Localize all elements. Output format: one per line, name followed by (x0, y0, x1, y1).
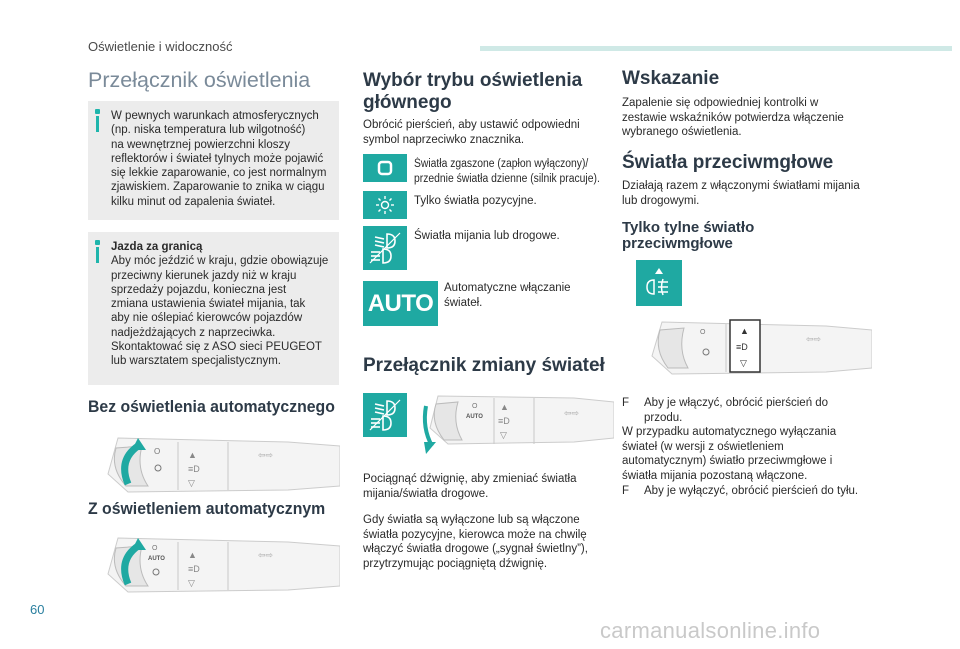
info-icon-bar (96, 247, 99, 263)
svg-text:▽: ▽ (500, 430, 507, 440)
svg-text:▲: ▲ (188, 450, 197, 460)
mode-off-text: Światła zgaszone (zapłon wyłączony)/ przednie światła dzienne (silnik pracuje). (414, 158, 600, 185)
svg-text:▲: ▲ (188, 550, 197, 560)
rear-fog-illustration (636, 312, 872, 384)
svg-text:▽: ▽ (188, 478, 195, 488)
svg-text:≡D: ≡D (498, 416, 510, 426)
mode-side-lights-text: Tylko światła pozycyjne. (414, 195, 537, 207)
info-text: W pewnych warunkach atmosferycznych (np. niska temperatura lub wilgotność) na wewnętrznej powierzchni kloszy reflektorów i świateł tylnych może pojawić się lekkie zaparowanie, co jest normalnym zjawiskiem. Zaparowanie to znika w ciągu kilku minut od zapalenia świateł. (111, 110, 327, 208)
auto-lights-icon: AUTO (363, 281, 438, 326)
svg-text:O: O (700, 329, 706, 336)
info-text: Jazda za granicą Aby móc jeździć w kraju, gdzie obowiązuje przeciwny kierunek jazdy niż w kraju sprzedaży pojazdu, konieczna jest zmiana ustawienia świateł mijania, tak aby nie oślepiać kierowców pojazdów nadjeżdżających z naprzeciwka. Skontaktować się z ASO sieci PEUGEOT lub warsztatem specjalistycznym. (111, 241, 329, 368)
svg-text:≡D: ≡D (736, 342, 748, 352)
heading-beam-switch: Przełącznik zmiany świateł (363, 355, 605, 376)
rear-fog-instructions: F Aby je włączyć, obrócić pierścień do przodu. W przypadku automatycznego wyłączania świateł (w wersji z oświetleniem automatycznym) światło przeciwmgłowe i światła mijania pozostaną włączone. F Aby je wyłączyć, obrócić pierścień do tyłu. (622, 397, 859, 497)
svg-text:AUTO: AUTO (466, 414, 483, 420)
svg-text:⇦⇨: ⇦⇨ (258, 550, 274, 560)
mode-intro: Obrócić pierścień, aby ustawić odpowiedni symbol naprzeciwko znacznika. (363, 119, 580, 146)
svg-text:▲: ▲ (500, 402, 509, 412)
svg-text:≡D: ≡D (188, 564, 200, 574)
heading-rear-fog: Tylko tylne światło przeciwmgłowe (622, 219, 755, 252)
svg-text:▲: ▲ (740, 326, 749, 336)
low-high-beam-icon (363, 226, 407, 270)
mode-beam-text: Światła mijania lub drogowe. (414, 230, 560, 242)
heading-indicator: Wskazanie (622, 68, 720, 89)
lights-off-icon (363, 154, 407, 182)
svg-text:O: O (472, 403, 478, 410)
page-title: Przełącznik oświetlenia (88, 68, 311, 92)
svg-text:⇦⇨: ⇦⇨ (564, 408, 580, 418)
light-stalk-auto-illustration (88, 526, 340, 602)
heading-main-mode: Wybór trybu oświetlenia głównego (363, 70, 583, 113)
beam-switch-illustration (414, 388, 614, 456)
svg-text:⇦⇨: ⇦⇨ (258, 450, 274, 460)
watermark: carmanualsonline.info (600, 618, 821, 643)
heading-fog-lights: Światła przeciwmgłowe (622, 152, 834, 173)
page-number: 60 (30, 602, 45, 617)
bullet-mark: F (622, 397, 630, 409)
svg-text:O: O (154, 447, 161, 456)
svg-text:O: O (152, 545, 158, 552)
svg-text:▽: ▽ (188, 578, 195, 588)
side-lights-icon (363, 191, 407, 219)
beam-switch-text-2: Gdy światła są wyłączone lub są włączone światła pozycyjne, kierowca może na chwilę włączyć światła drogowe („sygnał świetlny”), przytrzymując pociągniętą dźwignię. (363, 514, 588, 570)
info-box-condensation (88, 101, 339, 220)
indicator-text: Zapalenie się odpowiedniej kontrolki w zestawie wskaźników potwierdza włączenie wybranego oświetlenia. (622, 97, 844, 139)
heading-no-auto: Bez oświetlenia automatycznego (88, 397, 335, 416)
info-icon-dot (95, 240, 100, 245)
heading-auto: Z oświetleniem automatycznym (88, 499, 326, 518)
section-header: Oświetlenie i widoczność (88, 39, 233, 54)
light-stalk-illustration (88, 424, 340, 502)
info-icon-bar (96, 116, 99, 132)
rear-fog-icon (636, 260, 682, 306)
svg-text:▽: ▽ (740, 358, 747, 368)
bullet-mark: F (622, 484, 630, 497)
header-bar (480, 46, 952, 51)
beam-switch-icon (363, 393, 407, 437)
info-icon-dot (95, 109, 100, 114)
svg-text:⇦⇨: ⇦⇨ (806, 334, 822, 344)
info-box-abroad (88, 232, 339, 385)
svg-text:≡D: ≡D (188, 464, 200, 474)
beam-switch-text-1: Pociągnąć dźwignię, aby zmieniać światła mijania/światła drogowe. (363, 473, 577, 500)
mode-auto-text: Automatyczne włączanie świateł. (444, 282, 571, 309)
svg-text:AUTO: AUTO (148, 556, 165, 562)
fog-lights-text: Działają razem z włączonymi światłami mijania lub drogowymi. (622, 180, 860, 207)
